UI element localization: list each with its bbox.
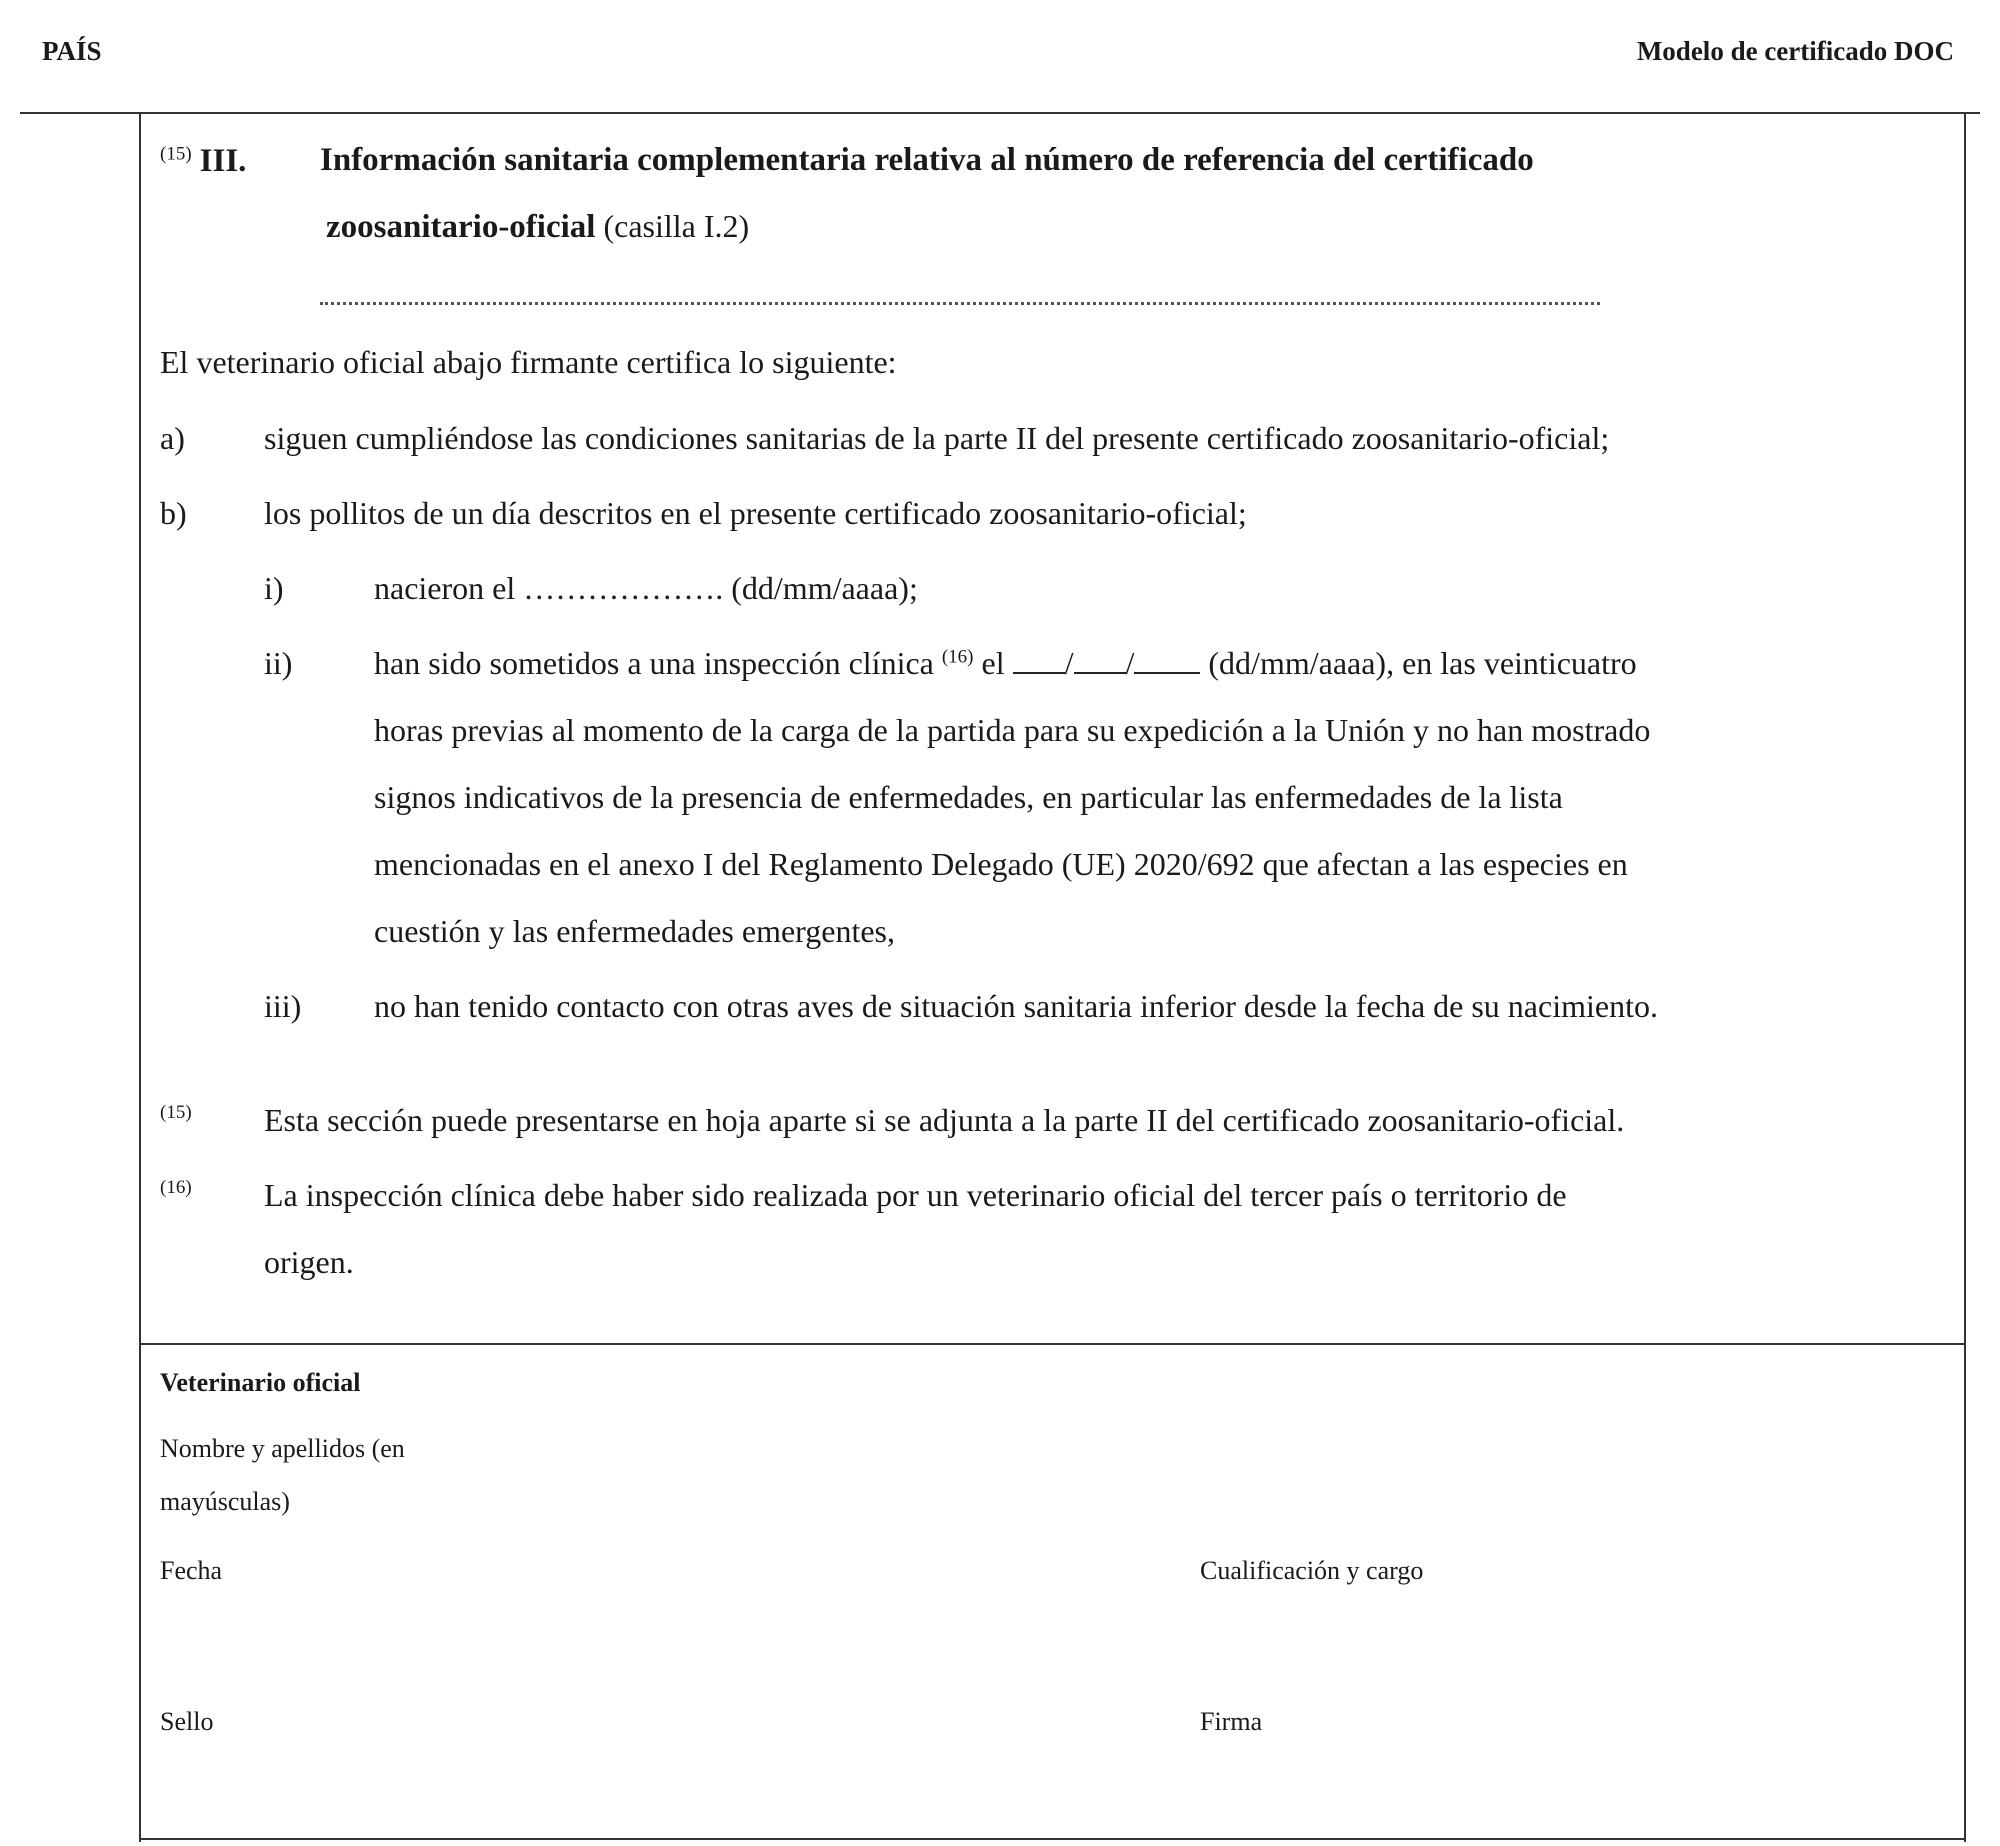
date-separator: / bbox=[1064, 645, 1074, 681]
top-rule bbox=[20, 112, 1980, 114]
item-a-text: siguen cumpliéndose las condiciones sanitarias de la parte II del presente certificado zoosanitario-oficial; bbox=[264, 420, 1610, 456]
item-ii-line5: cuestión y las enfermedades emergentes, bbox=[374, 913, 895, 949]
item-ii-text-b: el bbox=[973, 645, 1013, 681]
certificate-model-label: Modelo de certificado DOC bbox=[1636, 36, 1954, 66]
item-ii-line1 bbox=[374, 645, 1637, 682]
section-title-box-ref: (casilla I.2) bbox=[595, 208, 750, 244]
item-ii-line2: horas previas al momento de la carga de la partida para su expedición a la Unión y no han mostrado bbox=[374, 712, 1651, 748]
footnote-15-text: Esta sección puede presentarse en hoja aparte si se adjunta a la parte II del certificado zoosanitario-oficial. bbox=[264, 1102, 1625, 1138]
footnote-16-marker: (16) bbox=[160, 1177, 192, 1198]
item-ii-line3: signos indicativos de la presencia de enfermedades, en particular las enfermedades de la lista bbox=[374, 779, 1563, 815]
item-ii-text-c: (dd/mm/aaaa), en las veinticuatro bbox=[1200, 645, 1637, 681]
item-iii-marker: iii) bbox=[264, 988, 302, 1024]
footnote-16-line1: La inspección clínica debe haber sido realizada por un veterinario oficial del tercer país o territorio de bbox=[264, 1177, 1567, 1213]
section-title-bold: zoosanitario-oficial bbox=[326, 209, 596, 245]
item-iii-text: no han tenido contacto con otras aves de situación sanitaria inferior desde la fecha de su nacimiento. bbox=[374, 988, 1658, 1024]
item-ii-marker: ii) bbox=[264, 645, 293, 681]
section-number: III. bbox=[199, 143, 247, 179]
inspection-day-field[interactable] bbox=[1013, 646, 1065, 674]
bottom-rule bbox=[139, 1838, 1966, 1840]
section-note-ref: (15) bbox=[160, 143, 192, 165]
item-a-marker: a) bbox=[160, 420, 185, 456]
item-ii-text-a: han sido sometidos a una inspección clínica bbox=[374, 645, 942, 681]
footnote-15-marker: (15) bbox=[160, 1102, 192, 1123]
date-label: Fecha bbox=[160, 1556, 223, 1585]
item-b-marker: b) bbox=[160, 495, 187, 531]
qualification-label: Cualificación y cargo bbox=[1200, 1556, 1424, 1585]
reference-number-field[interactable] bbox=[320, 298, 1600, 305]
inspection-month-field[interactable] bbox=[1074, 646, 1126, 674]
section-title-line2 bbox=[326, 208, 749, 246]
left-border bbox=[139, 112, 141, 1842]
right-border bbox=[1964, 112, 1966, 1842]
section-title-line1 bbox=[160, 142, 246, 180]
official-vet-heading: Veterinario oficial bbox=[160, 1368, 361, 1397]
item-i-marker: i) bbox=[264, 570, 284, 606]
stamp-label: Sello bbox=[160, 1707, 214, 1736]
inspection-year-field[interactable] bbox=[1134, 646, 1200, 674]
signature-label: Firma bbox=[1200, 1707, 1263, 1736]
section-title: Información sanitaria complementaria relativa al número de referencia del certificado bbox=[320, 142, 1534, 178]
name-label-line1: Nombre y apellidos (en bbox=[160, 1434, 405, 1463]
item-ii-line4: mencionadas en el anexo I del Reglamento Delegado (UE) 2020/692 que afectan a las especies en bbox=[374, 846, 1628, 882]
date-separator: / bbox=[1125, 645, 1135, 681]
signature-divider bbox=[139, 1343, 1966, 1345]
country-label: PAÍS bbox=[42, 36, 102, 66]
name-label-line2: mayúsculas) bbox=[160, 1487, 290, 1516]
footnote-16-line2: origen. bbox=[264, 1244, 354, 1280]
item-i-text: nacieron el ………………. (dd/mm/aaaa); bbox=[374, 570, 918, 606]
intro-text: El veterinario oficial abajo firmante certifica lo siguiente: bbox=[160, 344, 897, 380]
item-ii-note-ref: (16) bbox=[941, 646, 974, 668]
item-b-text: los pollitos de un día descritos en el presente certificado zoosanitario-oficial; bbox=[264, 495, 1247, 531]
